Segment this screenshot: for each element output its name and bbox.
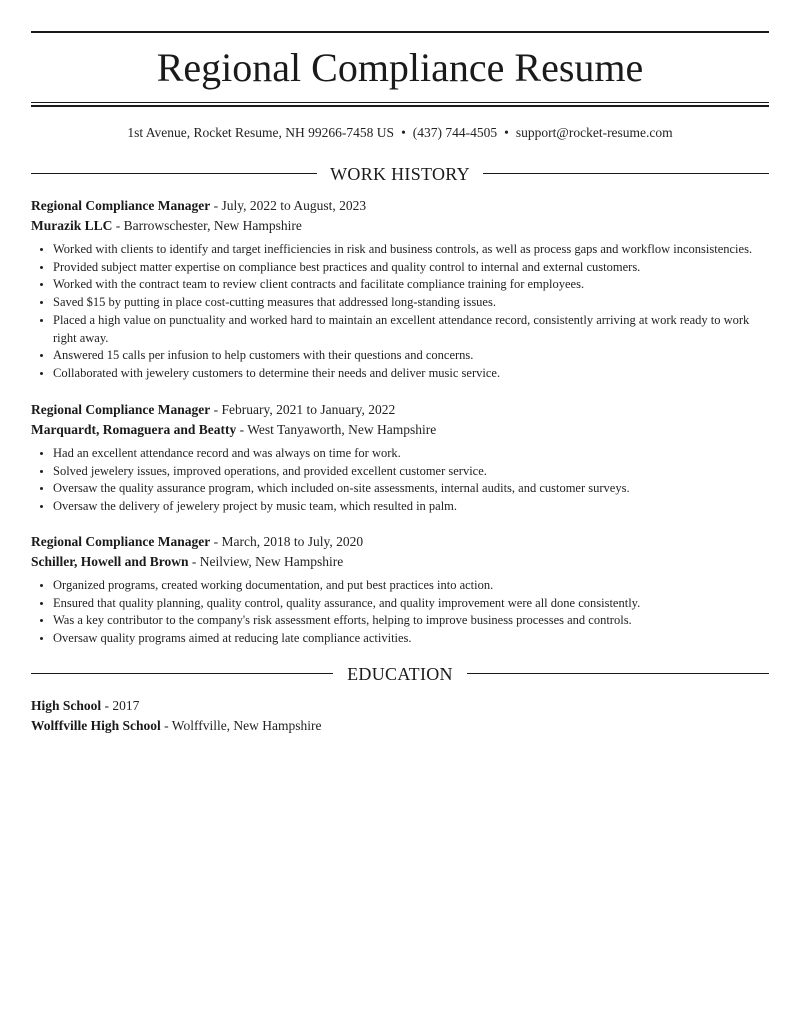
job-title: Regional Compliance Manager: [31, 402, 211, 417]
work-history-heading: [31, 162, 769, 186]
company-location: West Tanyaworth, New Hampshire: [247, 421, 437, 437]
resume-title: Regional Compliance Resume: [156, 45, 644, 90]
company-location: Neilview, New Hampshire: [199, 553, 344, 569]
dash: -: [210, 198, 222, 213]
header-double-rule-thin: [31, 102, 769, 103]
section-title: WORK HISTORY: [330, 164, 470, 184]
contact-line: [31, 124, 769, 142]
job-dates: March, 2018 to July, 2020: [221, 534, 364, 549]
job-title: Regional Compliance Manager: [31, 198, 211, 213]
dash: -: [210, 402, 222, 417]
dash: -: [112, 217, 124, 233]
job-dates: February, 2021 to January, 2022: [221, 402, 396, 417]
bullet-item: • Had an excellent attendance record and was always on time for work.: [53, 445, 769, 463]
company-name: Marquardt, Romaguera and Beatty: [31, 421, 237, 437]
company-location: Barrowschester, New Hampshire: [123, 217, 302, 233]
job-entry: [31, 400, 769, 516]
job-dates: July, 2022 to August, 2023: [221, 198, 367, 213]
degree-row: [31, 696, 769, 716]
job-title-row: [31, 196, 769, 216]
bullet-item: • Oversaw the delivery of jewelery project by music team, which resulted in palm.: [53, 498, 769, 516]
graduation-year: 2017: [112, 698, 140, 713]
bullet-separator: •: [401, 125, 406, 140]
bullet-item: • Placed a high value on punctuality and worked hard to maintain an excellent attendance record, consistently arriving at work ready to work right away.: [53, 312, 769, 347]
heading-rule-right: [467, 673, 769, 674]
job-title: Regional Compliance Manager: [31, 534, 211, 549]
education-entry: [31, 696, 769, 735]
school-row: [31, 716, 769, 736]
dash: -: [160, 717, 172, 733]
contact-email: support@rocket-resume.com: [515, 125, 673, 140]
header-double-rule-thick: [31, 105, 769, 107]
heading-rule-right: [483, 173, 769, 174]
bullet-separator: •: [504, 125, 509, 140]
school-location: Wolffville, New Hampshire: [171, 717, 322, 733]
contact-address: 1st Avenue, Rocket Resume, NH 99266-7458 US: [127, 125, 395, 140]
job-title-row: [31, 400, 769, 420]
dash: -: [101, 698, 113, 713]
bullet-item: • Organized programs, created working documentation, and put best practices into action.: [53, 577, 769, 595]
bullet-item: • Oversaw quality programs aimed at reducing late compliance activities.: [53, 630, 769, 648]
job-entry: [31, 532, 769, 648]
bullet-item: • Collaborated with jewelery customers to determine their needs and deliver music service.: [53, 365, 769, 383]
bullet-item: • Answered 15 calls per infusion to help customers with their questions and concerns.: [53, 347, 769, 365]
job-bullets: [31, 445, 769, 516]
degree: High School: [31, 698, 102, 713]
bullet-item: • Solved jewelery issues, improved operations, and provided excellent customer service.: [53, 463, 769, 481]
job-bullets: [31, 577, 769, 648]
company-row: [31, 216, 769, 236]
header-top-rule: [31, 31, 769, 33]
job-bullets: [31, 241, 769, 383]
contact-phone: (437) 744-4505: [412, 125, 498, 140]
education-heading: [31, 662, 769, 686]
dash: -: [210, 534, 222, 549]
dash: -: [188, 553, 200, 569]
company-row: [31, 420, 769, 440]
bullet-item: • Was a key contributor to the company's risk assessment efforts, helping to improve business processes and controls.: [53, 612, 769, 630]
company-name: Murazik LLC: [31, 217, 113, 233]
section-title: EDUCATION: [347, 664, 453, 684]
bullet-item: • Oversaw the quality assurance program, which included on-site assessments, internal audits, and customer surveys.: [53, 480, 769, 498]
bullet-item: • Provided subject matter expertise on compliance best practices and quality control to internal and external customers.: [53, 259, 769, 277]
bullet-item: • Worked with the contract team to review client contracts and facilitate compliance training for employees.: [53, 276, 769, 294]
bullet-item: • Worked with clients to identify and target inefficiencies in risk and business controls, as well as process gaps and workflow inconsistencies.: [53, 241, 769, 259]
school-name: Wolffville High School: [31, 717, 161, 733]
company-row: [31, 552, 769, 572]
bullet-item: • Saved $15 by putting in place cost-cutting measures that addressed long-standing issues.: [53, 294, 769, 312]
job-entry: [31, 196, 769, 383]
job-title-row: [31, 532, 769, 552]
company-name: Schiller, Howell and Brown: [31, 553, 189, 569]
bullet-item: • Ensured that quality planning, quality control, quality assurance, and quality improvement were all done consistently.: [53, 595, 769, 613]
dash: -: [236, 421, 248, 437]
